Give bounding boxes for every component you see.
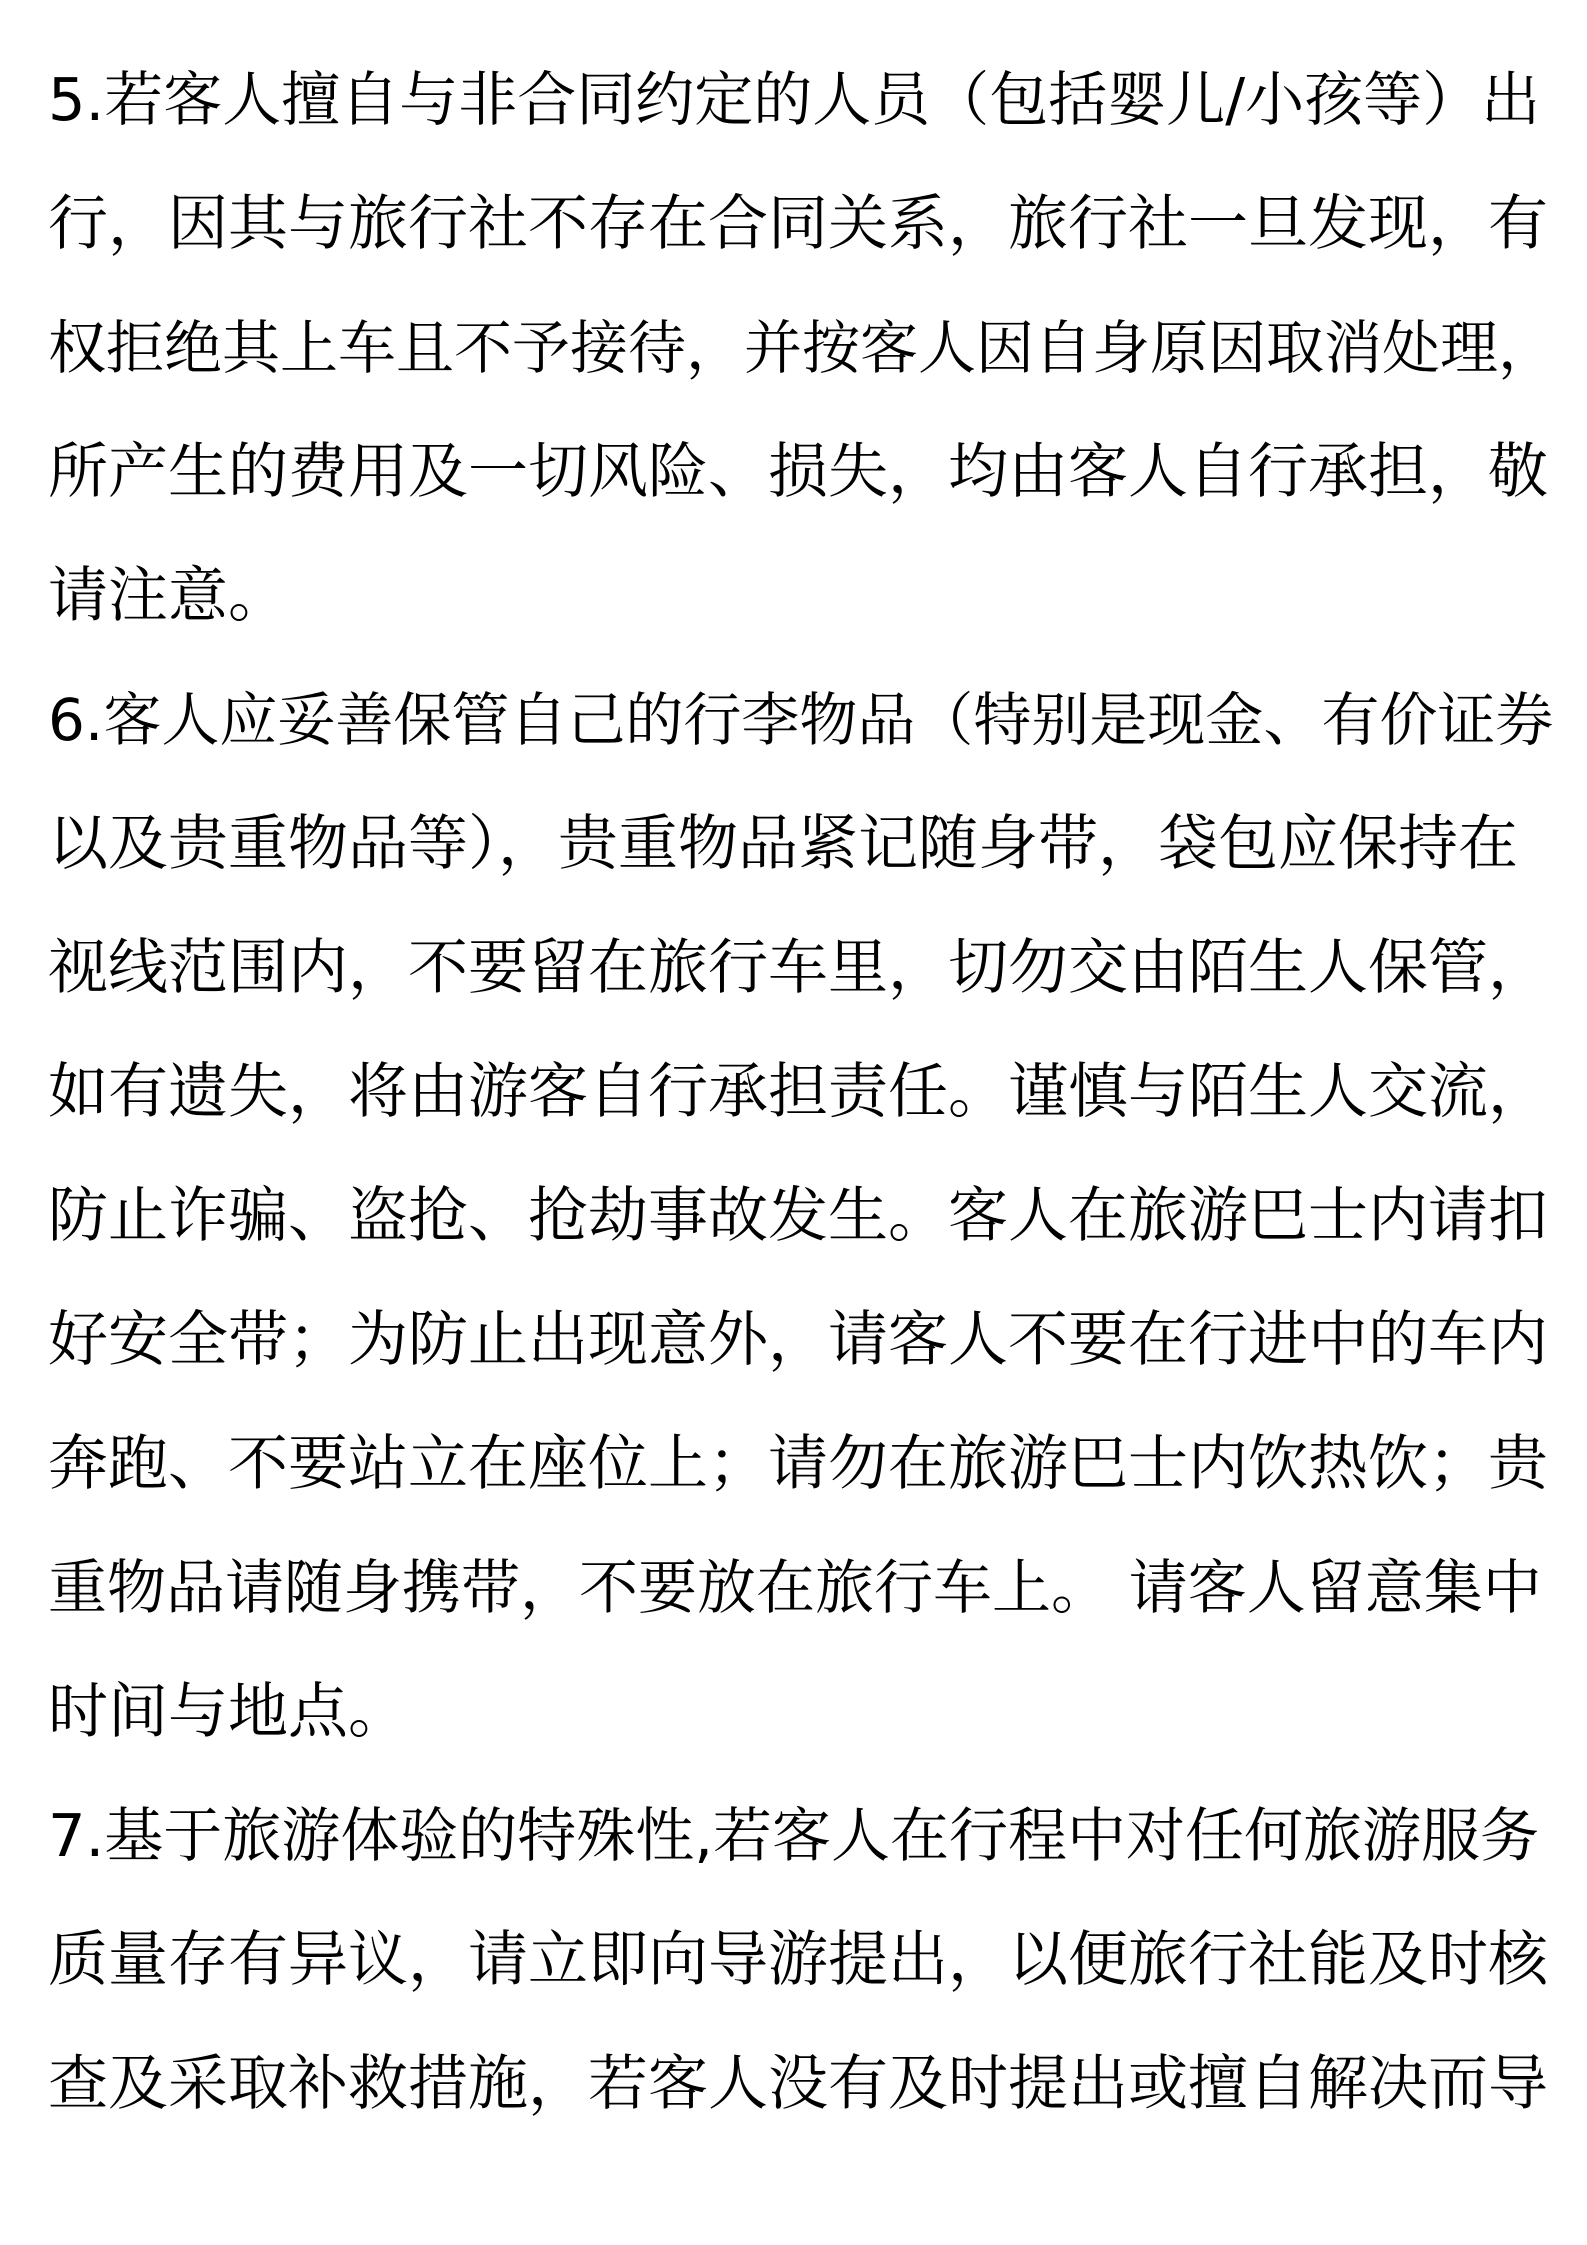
text-line: 所产生的费用及一切风险、损失，均由客人自行承担，敬: [48, 437, 1548, 507]
text-line: 好安全带；为防止出现意外，请客人不要在行进中的车内: [48, 1305, 1548, 1375]
text-line: 以及贵重物品等），贵重物品紧记随身带，袋包应保持在: [48, 809, 1518, 879]
text-line: 行，因其与旅行社不存在合同关系，旅行社一旦发现，有: [48, 189, 1548, 259]
text-line: 质量存有异议，请立即向导游提出，以便旅行社能及时核: [48, 1925, 1548, 1995]
text-line: 权拒绝其上车且不予接待，并按客人因自身原因取消处理，: [48, 314, 1557, 382]
text-line: 防止诈骗、盗抢、抢劫事故发生。客人在旅游巴士内请扣: [48, 1181, 1548, 1251]
text-line: 6.客人应妥善保管自己的行李物品（特别是现金、有价证券: [48, 686, 1554, 754]
text-line: 视线范围内，不要留在旅行车里，切勿交由陌生人保管，: [48, 933, 1548, 1003]
text-line: 如有遗失，将由游客自行承担责任。谨慎与陌生人交流，: [48, 1057, 1548, 1127]
text-line: 奔跑、不要站立在座位上；请勿在旅游巴士内饮热饮；贵: [48, 1429, 1548, 1499]
text-line: 请注意。: [48, 561, 288, 631]
text-line: 7.基于旅游体验的特殊性,若客人在行程中对任何旅游服务: [48, 1801, 1540, 1870]
text-line: 时间与地点。: [48, 1677, 408, 1747]
text-line: 查及采取补救措施，若客人没有及时提出或擅自解决而导: [48, 2049, 1548, 2119]
text-line: 5.若客人擅自与非合同约定的人员（包括婴儿/小孩等）出: [48, 65, 1541, 134]
text-line: 重物品请随身携带，不要放在旅行车上。 请客人留意集中: [48, 1553, 1542, 1622]
